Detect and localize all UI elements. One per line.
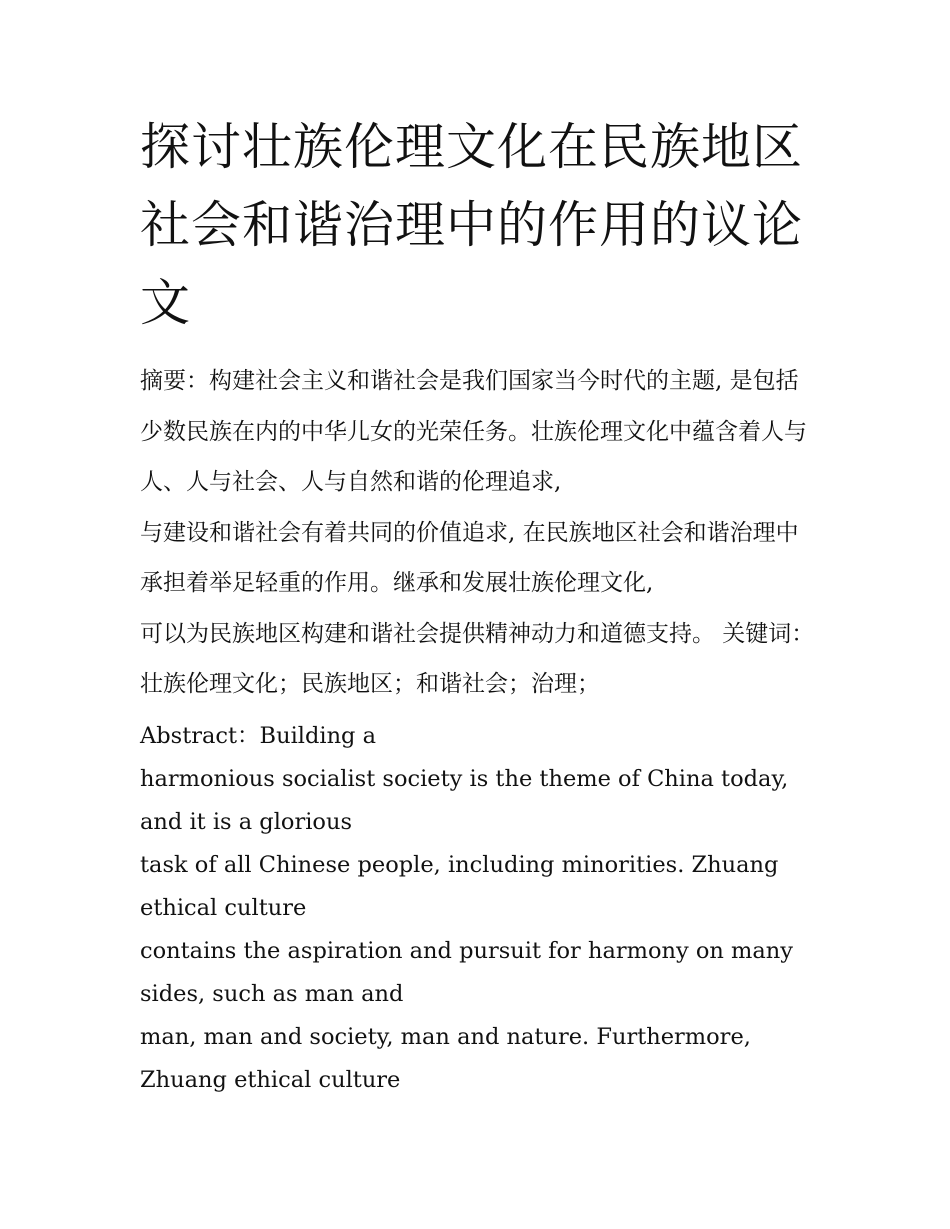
chinese-abstract: 摘要：构建社会主义和谐社会是我们国家当今时代的主题, 是包括少数民族在内的中华儿女的光荣任务。壮族伦理文化中蕴含着人与人、人与社会、人与自然和谐的伦理追求, 与建设和谐社会有着共同的价值追求, 在民族地区社会和谐治理中承担着举足轻重的作用。继承和发展壮族伦理文化, 可以为民族地区构建和谐社会提供精神动力和道德支持。 关键词：壮族伦理文化；民族地区；和谐社会；治理； [140,368,815,697]
english-abstract: Abstract：Building a harmonious socialist society is the theme of China today, and it is a glorious task of all Chinese people, including minorities. Zhuang ethical culture contains the aspiration and pursuit for harmony on many sides, such as man and man, man and society, man and nature. Furthermore, Zhuang ethical culture [140,722,793,1093]
document-page [140,108,820,1102]
document-title: 探讨壮族伦理文化在民族地区社会和谐治理中的作用的议论文 [140,118,803,332]
